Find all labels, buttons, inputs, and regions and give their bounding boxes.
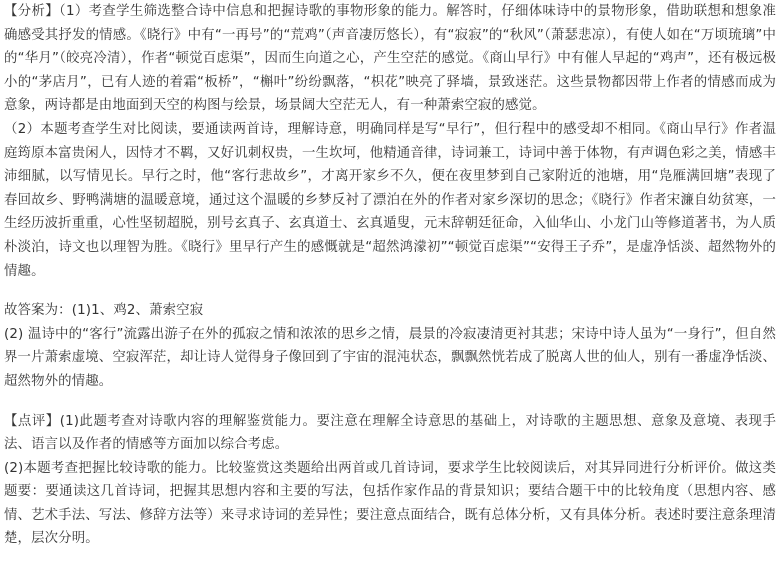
comment-line-1: 【点评】(1)此题考查对诗歌内容的理解鉴赏能力。要注意在理解全诗意思的基础上，对诗歌的主题思想、意象及意境、表现手法、语言以及作者的情感等方面加以综合考虑。 <box>4 413 776 453</box>
comment-line-2: (2)本题考查把握比较诗歌的能力。比较鉴赏这类题给出两首或几首诗词，要求学生比较阅读后，对其异同进行分析评价。做这类题要：要通读这几首诗词，把握其思想内容和主要的写法，包括作家作品的背景知识；要结合题干中的比较角度（思想内容、感情、艺术手法、写法、修辞方法等）来寻求诗词的差异性；要注意点面结合，既有总体分析，又有具体分析。表述时要注意条理清楚，层次分明。 <box>4 460 776 547</box>
analysis-section <box>4 0 776 283</box>
analysis-paragraph-2: （2）本题考查学生对比阅读，要通读两首诗，理解诗意，明确同样是写“早行”，但行程中的感受却不相同。《商山早行》作者温庭筠原本富贵闲人，因恃才不羁，又好讥刺权贵，一生坎坷，他精通音律，诗词兼工，诗词中善于体物，有声调色彩之美，情感丰沛细腻，以写情见长。早行之时，他“客行悲故乡”，才离开家乡不久，便在夜里梦到自己家附近的池塘，用“凫雁满回塘”表现了春回故乡、野鸭满塘的温暖意境，通过这个温暖的乡梦反衬了漂泊在外的作者对家乡深切的思念；《晓行》作者宋濂自幼贫寒，一生经历波折重重，心性坚韧超脱，别号玄真子、玄真道士、玄真遁叟，元末辞朝廷征命，入仙华山、小龙门山等修道著书，为人质朴淡泊，诗文也以理智为胜。《晓行》里早行产生的感慨就是“超然鸿濛初”“顿觉百虑渠”“安得王子乔”，是虚净恬淡、超然物外的情趣。 <box>4 121 776 279</box>
comment-section <box>4 410 776 552</box>
answer-line-2: (2) 温诗中的“客行”流露出游子在外的孤寂之情和浓浓的思乡之情，晨景的冷寂凄清更衬其悲；宋诗中诗人虽为“一身行”，但自然界一片萧索虚境、空寂浑茫，却让诗人觉得身子像回到了宇宙的混沌状态，飘飘然恍若成了脱离人世的仙人，别有一番虚净恬淡、超然物外的情趣。 <box>4 326 776 389</box>
analysis-paragraph-1: 【分析】（1）考查学生筛选整合诗中信息和把握诗歌的事物形象的能力。解答时，仔细体味诗中的景物形象，借助联想和想象准确感受其抒发的情感。《晓行》中有“一再号”的“荒鸡”（声音凄厉悠长），有“寂寂”的“秋风”（萧瑟悲凉），有使人如在“万顷琉璃”中的“华月”（皎亮冷清），作者“顿觉百虑渠”，因而生向道之心，产生空茫的感觉。《商山早行》中有催人早起的“鸡声”，还有极远极小的“茅店月”，已有人迹的着霜“板桥”，“槲叶”纷纷飘落，“枳花”映亮了驿墙，景致迷茫。这些景物都因带上作者的情感而成为意象，两诗都是由地面到天空的构图与绘景，场景阔大空茫无人，有一种萧索空寂的感觉。 <box>4 4 776 114</box>
answer-line-1: 故答案为：(1)1、鸡2、萧索空寂 <box>4 303 204 319</box>
answer-section <box>4 299 776 393</box>
